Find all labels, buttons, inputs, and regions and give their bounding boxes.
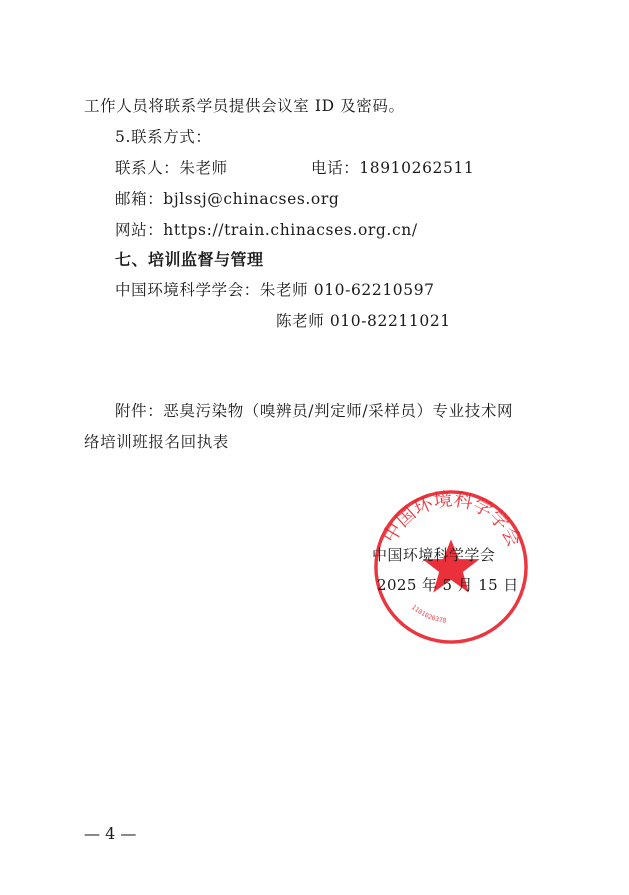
body-line-meeting-id: 工作人员将联系学员提供会议室 ID 及密码。 <box>84 97 405 115</box>
attachment-line-1: 附件：恶臭污染物（嗅辨员/判定师/采样员）专业技术网 <box>115 402 514 420</box>
contact-email: 邮箱：bjlssj@chinacses.org <box>115 190 340 208</box>
contact-person-row <box>115 158 475 178</box>
official-seal <box>372 488 530 646</box>
page-number: — 4 — <box>84 824 137 843</box>
contact-heading: 5.联系方式： <box>115 128 212 146</box>
contact-phone: 电话：18910262511 <box>311 159 475 177</box>
contact-person: 联系人：朱老师 <box>115 159 228 177</box>
signature-date: 2025 年 5 月 15 日 <box>377 576 519 594</box>
seal-arc-text: 中国环境科学学会 <box>379 489 525 551</box>
contact-website: 网站：https://train.chinacses.org.cn/ <box>115 221 418 239</box>
signature-org: 中国环境科学学会 <box>372 546 496 564</box>
supervisor-line-2: 陈老师 010-82211021 <box>276 312 451 330</box>
section-heading: 七、培训监督与管理 <box>115 250 264 269</box>
supervisor-line-1: 中国环境科学学会：朱老师 010-62210597 <box>115 281 435 299</box>
seal-code-text: 1101020378 <box>409 603 447 625</box>
attachment-line-2: 络培训班报名回执表 <box>84 433 229 451</box>
